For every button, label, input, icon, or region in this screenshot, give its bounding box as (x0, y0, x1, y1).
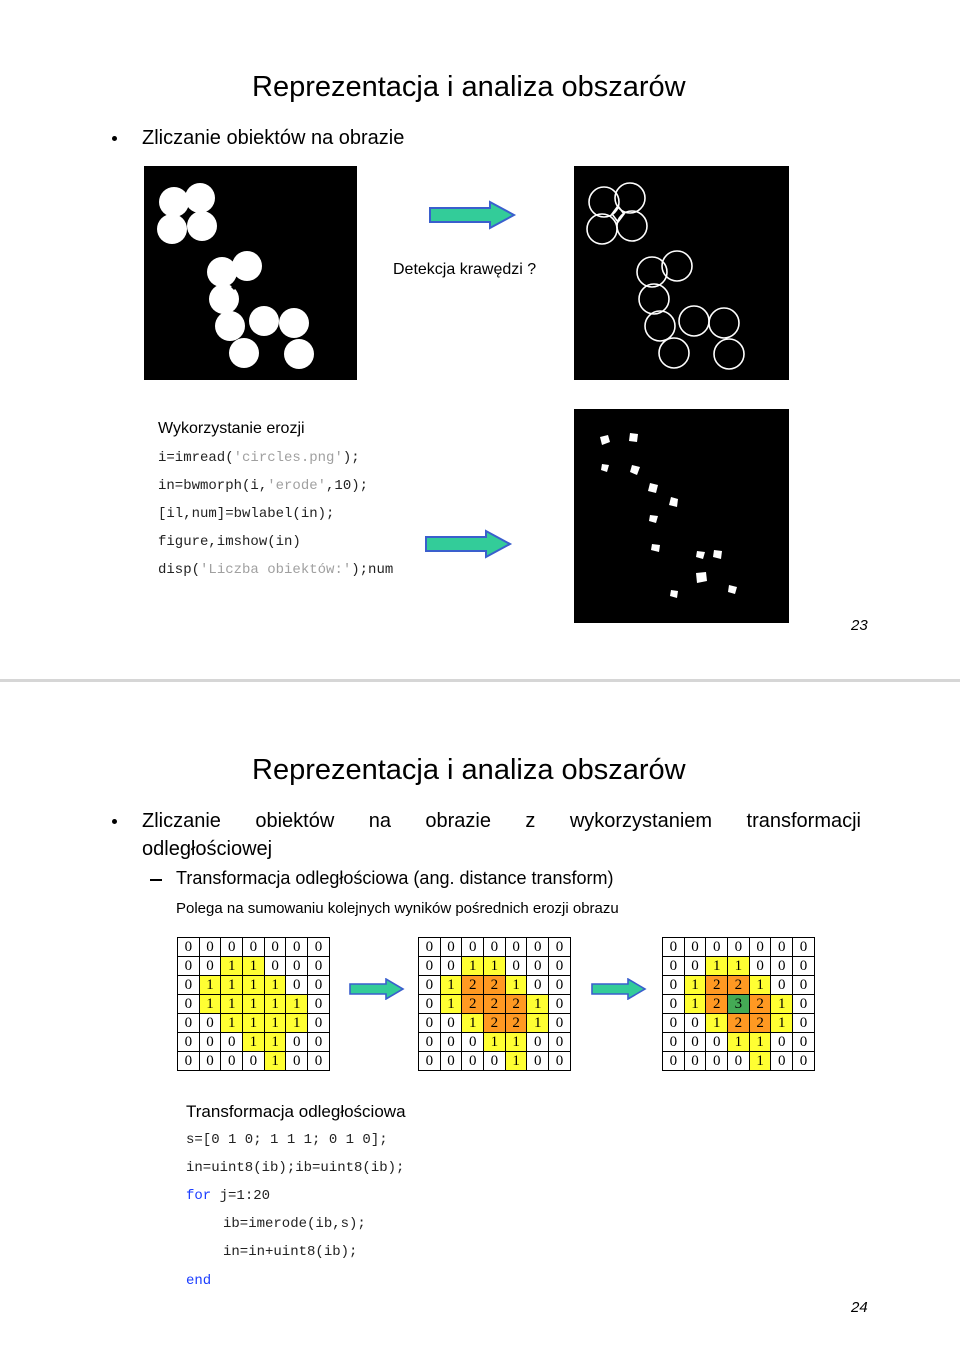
matrix-cell: 2 (505, 995, 527, 1014)
matrix-row (419, 976, 571, 995)
matrix-row (178, 1014, 330, 1033)
matrix-cell: 0 (549, 995, 571, 1014)
matrix-cell: 0 (484, 1052, 506, 1071)
matrix-cell: 0 (308, 1052, 330, 1071)
matrix-cell: 0 (505, 938, 527, 957)
matrix-row (419, 938, 571, 957)
matrix-cell: 0 (286, 957, 308, 976)
matrix-cell: 0 (440, 1033, 462, 1052)
matrix-cell: 0 (793, 976, 815, 995)
arrow-icon (590, 978, 648, 1000)
code-text: in=bwmorph(i, (158, 478, 268, 494)
matrix-row (178, 995, 330, 1014)
matrix-cell: 0 (199, 1052, 221, 1071)
eroded-image (574, 409, 789, 623)
matrix-cell: 0 (793, 938, 815, 957)
matrix-cell: 1 (684, 995, 706, 1014)
matrix-cell: 0 (549, 1033, 571, 1052)
matrix-cell: 1 (221, 995, 243, 1014)
code-text: disp( (158, 562, 201, 578)
matrix-result (662, 937, 815, 1071)
matrix-cell: 0 (749, 957, 771, 976)
bullet-word: Zliczanie (142, 810, 221, 832)
matrix-row (178, 1033, 330, 1052)
bullet-marker (112, 819, 117, 824)
circles-shapes (157, 183, 314, 369)
edges-image (574, 166, 789, 380)
slide-title: Reprezentacja i analiza obszarów (252, 71, 686, 103)
matrix-cell: 0 (178, 995, 200, 1014)
code-heading: Transformacja odległościowa (186, 1102, 406, 1121)
matrix-cell: 0 (527, 957, 549, 976)
matrix-cell: 0 (178, 957, 200, 976)
code-line-2: in=uint8(ib);ib=uint8(ib); (186, 1160, 405, 1176)
matrix-cell: 1 (440, 976, 462, 995)
code-keyword-end: end (186, 1273, 212, 1289)
matrix-cell: 1 (706, 957, 728, 976)
bullet-word: obrazie (425, 810, 491, 832)
matrix-cell: 0 (527, 1033, 549, 1052)
matrix-cell: 1 (749, 1033, 771, 1052)
matrix-cell: 1 (749, 1052, 771, 1071)
matrix-cell: 0 (793, 957, 815, 976)
matrix-cell: 0 (484, 938, 506, 957)
matrix-cell: 0 (663, 957, 685, 976)
matrix-cell: 0 (243, 1052, 265, 1071)
code-text: figure,imshow(in) (158, 534, 301, 550)
slide-23 (0, 0, 960, 678)
matrix-cell: 1 (728, 957, 750, 976)
edges-shapes (587, 183, 744, 369)
bullet-text: Zliczanie obiektów na obrazie (142, 127, 405, 149)
matrix-cell: 0 (199, 1033, 221, 1052)
code-text: j=1:20 (219, 1188, 271, 1204)
bullet-marker (112, 136, 117, 141)
page-number: 24 (851, 1299, 868, 1316)
matrix-cell: 1 (221, 976, 243, 995)
matrix-cell: 0 (684, 938, 706, 957)
matrix-cell: 1 (728, 1033, 750, 1052)
matrix-cell: 0 (178, 1033, 200, 1052)
matrix-cell: 0 (308, 957, 330, 976)
matrix-cell: 0 (440, 1052, 462, 1071)
dash-marker (150, 879, 162, 881)
matrix-cell: 0 (440, 1014, 462, 1033)
matrix-cell: 1 (243, 995, 265, 1014)
code-text: );num (351, 562, 394, 578)
code-line-5: in=in+uint8(ib); (223, 1244, 358, 1260)
code-line-4: ib=imerode(ib,s); (223, 1216, 366, 1232)
matrix-cell: 1 (264, 976, 286, 995)
matrix-cell: 0 (178, 938, 200, 957)
matrix-cell: 1 (484, 1033, 506, 1052)
matrix-cell: 0 (462, 1052, 484, 1071)
matrix-input (177, 937, 330, 1071)
matrix-cell: 0 (527, 976, 549, 995)
code-line-1: s=[0 1 0; 1 1 1; 0 1 0]; (186, 1132, 388, 1148)
matrix-cell: 0 (549, 976, 571, 995)
matrix-row (178, 957, 330, 976)
matrix-cell: 1 (462, 1014, 484, 1033)
matrix-cell: 1 (221, 957, 243, 976)
code-line-1 (158, 450, 360, 466)
circles-image (144, 166, 357, 380)
bullet-word: obiektów (255, 810, 335, 832)
matrix-cell: 0 (199, 1014, 221, 1033)
matrix-row (663, 976, 815, 995)
matrix-cell: 0 (549, 938, 571, 957)
matrix-cell: 0 (706, 938, 728, 957)
matrix-cell: 0 (419, 1014, 441, 1033)
matrix-cell: 0 (243, 938, 265, 957)
matrix-row (419, 957, 571, 976)
matrix-row (419, 1033, 571, 1052)
slide-separator (0, 679, 960, 682)
matrix-cell: 0 (440, 938, 462, 957)
dash-item: Transformacja odległościowa (ang. distance transform) (176, 868, 614, 888)
matrix-cell: 3 (728, 995, 750, 1014)
code-string: 'Liczba obiektów:' (200, 562, 352, 578)
matrix-cell: 1 (199, 976, 221, 995)
matrix-cell: 1 (440, 995, 462, 1014)
matrix-cell: 2 (728, 1014, 750, 1033)
matrix-row (419, 1014, 571, 1033)
matrix-cell: 0 (308, 1014, 330, 1033)
matrix-cell: 0 (527, 938, 549, 957)
matrix-cell: 0 (286, 1052, 308, 1071)
page-number: 23 (851, 617, 868, 634)
matrix-cell: 0 (286, 976, 308, 995)
matrix-cell: 2 (462, 995, 484, 1014)
method-note: Polega na sumowaniu kolejnych wyników pośrednich erozji obrazu (176, 900, 619, 917)
code-string: 'circles.png' (233, 450, 343, 466)
matrix-cell: 0 (419, 938, 441, 957)
matrix-cell: 1 (749, 976, 771, 995)
matrix-cell: 1 (243, 976, 265, 995)
matrix-cell: 1 (527, 1014, 549, 1033)
matrix-cell: 0 (308, 1033, 330, 1052)
matrix-cell: 1 (505, 1052, 527, 1071)
matrix-cell: 1 (243, 1014, 265, 1033)
slide-title: Reprezentacja i analiza obszarów (252, 754, 686, 786)
matrix-cell: 0 (549, 1014, 571, 1033)
matrix-cell: 0 (419, 976, 441, 995)
matrix-cell: 1 (264, 1052, 286, 1071)
matrix-cell: 0 (771, 1052, 793, 1071)
matrix-cell: 0 (663, 1014, 685, 1033)
code-line-3 (186, 1188, 270, 1204)
matrix-cell: 0 (663, 1052, 685, 1071)
matrix-cell: 0 (419, 995, 441, 1014)
matrix-cell: 2 (484, 976, 506, 995)
arrow-icon (428, 200, 518, 230)
matrix-cell: 0 (684, 1014, 706, 1033)
matrix-cell: 0 (706, 1033, 728, 1052)
matrix-cell: 0 (178, 1052, 200, 1071)
matrix-cell: 0 (286, 1033, 308, 1052)
circles-svg (144, 166, 357, 380)
matrix-cell: 0 (308, 938, 330, 957)
matrix-cell: 1 (771, 1014, 793, 1033)
matrix-cell: 0 (771, 938, 793, 957)
edges-svg (574, 166, 789, 380)
matrix-cell: 1 (484, 957, 506, 976)
matrix-cell: 1 (286, 1014, 308, 1033)
matrix-cell: 1 (684, 976, 706, 995)
matrix-cell: 0 (462, 1033, 484, 1052)
matrix-cell: 1 (286, 995, 308, 1014)
matrix-cell: 0 (793, 1014, 815, 1033)
matrix-cell: 0 (793, 1033, 815, 1052)
eroded-svg (574, 409, 789, 623)
code-text: i=imread( (158, 450, 234, 466)
matrix-cell: 0 (663, 1033, 685, 1052)
arrow-icon (348, 978, 406, 1000)
matrix-cell: 0 (549, 957, 571, 976)
matrix-cell: 2 (505, 1014, 527, 1033)
matrix-cell: 0 (308, 976, 330, 995)
matrix-cell: 1 (264, 995, 286, 1014)
matrix-cell: 0 (178, 976, 200, 995)
code-text: [il,num]=bwlabel(in); (158, 506, 335, 522)
matrix-step (418, 937, 571, 1071)
matrix-cell: 0 (264, 957, 286, 976)
matrix-cell: 0 (771, 1033, 793, 1052)
code-text: ); (342, 450, 360, 466)
matrix-row (663, 938, 815, 957)
matrix-row (663, 995, 815, 1014)
matrix-cell: 1 (243, 957, 265, 976)
matrix-cell: 1 (199, 995, 221, 1014)
matrix-cell: 0 (728, 1052, 750, 1071)
matrix-row (663, 1033, 815, 1052)
matrix-cell: 0 (308, 995, 330, 1014)
matrix-cell: 2 (749, 995, 771, 1014)
code-line-3 (158, 506, 334, 522)
matrix-cell: 0 (663, 976, 685, 995)
matrix-cell: 1 (264, 1014, 286, 1033)
arrow-icon (424, 529, 514, 559)
matrix-cell: 0 (549, 1052, 571, 1071)
matrix-row (178, 976, 330, 995)
matrix-cell: 0 (264, 938, 286, 957)
matrix-cell: 0 (505, 957, 527, 976)
matrix-cell: 0 (663, 995, 685, 1014)
bullet-line-2: odległościowej (142, 838, 273, 860)
matrix-cell: 0 (178, 1014, 200, 1033)
matrix-row (663, 1014, 815, 1033)
matrix-cell: 2 (706, 995, 728, 1014)
matrix-cell: 2 (749, 1014, 771, 1033)
bullet-word: transformacji (746, 810, 861, 832)
matrix-cell: 0 (684, 1052, 706, 1071)
matrix-cell: 1 (527, 995, 549, 1014)
bullet-word: na (368, 810, 391, 832)
matrix-cell: 2 (484, 1014, 506, 1033)
code-line-4 (158, 534, 301, 550)
matrix-cell: 0 (771, 957, 793, 976)
matrix-row (178, 1052, 330, 1071)
matrix-cell: 1 (462, 957, 484, 976)
matrix-cell: 0 (419, 957, 441, 976)
matrix-cell: 1 (771, 995, 793, 1014)
edge-detection-label: Detekcja krawędzi ? (393, 261, 537, 278)
matrix-row (419, 995, 571, 1014)
matrix-cell: 0 (221, 1033, 243, 1052)
matrix-row (419, 1052, 571, 1071)
bullet-line-1 (142, 810, 861, 833)
matrix-cell: 1 (505, 1033, 527, 1052)
erosion-heading: Wykorzystanie erozji (158, 420, 305, 437)
matrix-cell: 0 (663, 938, 685, 957)
eroded-blobs (600, 433, 737, 598)
matrix-cell: 0 (199, 938, 221, 957)
matrix-cell: 1 (706, 1014, 728, 1033)
code-string: 'erode' (267, 478, 327, 494)
bullet-word: wykorzystaniem (569, 810, 713, 832)
matrix-cell: 0 (728, 938, 750, 957)
matrix-cell: 1 (243, 1033, 265, 1052)
matrix-cell: 1 (221, 1014, 243, 1033)
matrix-cell: 2 (706, 976, 728, 995)
matrix-cell: 0 (440, 957, 462, 976)
matrix-cell: 0 (286, 938, 308, 957)
slide-24 (0, 683, 960, 1367)
matrix-cell: 0 (199, 957, 221, 976)
matrix-cell: 0 (462, 938, 484, 957)
code-keyword: for (186, 1188, 212, 1204)
code-line-2 (158, 478, 368, 494)
matrix-cell: 0 (684, 1033, 706, 1052)
matrix-cell: 0 (221, 1052, 243, 1071)
matrix-cell: 0 (419, 1033, 441, 1052)
matrix-cell: 0 (793, 1052, 815, 1071)
matrix-cell: 2 (728, 976, 750, 995)
matrix-row (663, 957, 815, 976)
matrix-cell: 0 (749, 938, 771, 957)
matrix-row (663, 1052, 815, 1071)
bullet-word: z (525, 810, 536, 832)
matrix-cell: 0 (771, 976, 793, 995)
matrix-cell: 0 (527, 1052, 549, 1071)
code-text: ,10); (326, 478, 369, 494)
matrix-cell: 1 (264, 1033, 286, 1052)
matrix-cell: 0 (684, 957, 706, 976)
matrix-cell: 0 (419, 1052, 441, 1071)
matrix-cell: 1 (505, 976, 527, 995)
matrix-cell: 0 (793, 995, 815, 1014)
matrix-cell: 0 (221, 938, 243, 957)
matrix-cell: 0 (706, 1052, 728, 1071)
code-line-5 (158, 562, 393, 578)
matrix-cell: 2 (462, 976, 484, 995)
matrix-row (178, 938, 330, 957)
matrix-cell: 2 (484, 995, 506, 1014)
